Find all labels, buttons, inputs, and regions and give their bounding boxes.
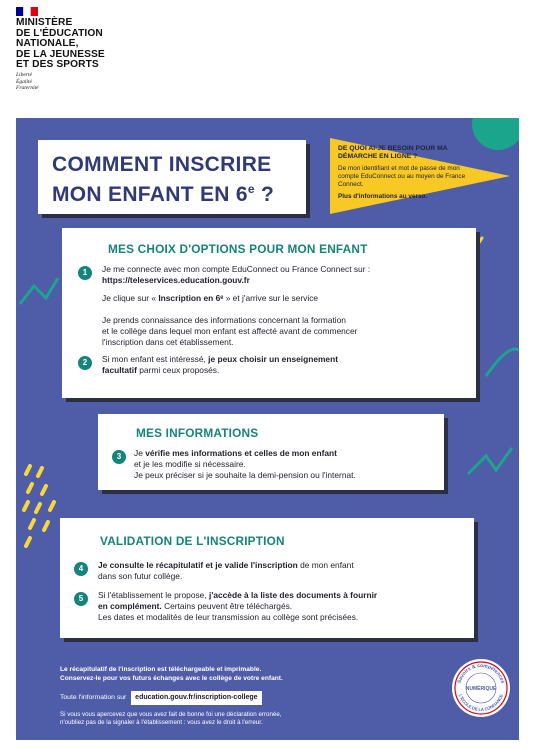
note-more-info: Plus d'informations au verso. bbox=[338, 193, 428, 200]
error-right-note bbox=[60, 711, 282, 727]
seal-middle-text: NUMÉRIQUE bbox=[465, 686, 497, 692]
step-4-post: de mon enfant bbox=[297, 560, 354, 570]
ministry-line: MINISTÈRE bbox=[16, 17, 73, 28]
teleservices-link[interactable] bbox=[102, 275, 468, 286]
info-line: et le collège dans lequel mon enfant est affecté avant de commencer bbox=[102, 326, 358, 336]
info-line: l'inscription dans cet établissement. bbox=[102, 337, 234, 347]
step-2-pre: Si mon enfant est intéressé, bbox=[102, 354, 209, 364]
step-2-bold: je peux choisir un enseignement bbox=[208, 354, 338, 364]
step-1-text bbox=[102, 264, 468, 286]
step-3-bold: vérifie mes informations et celles de mon enfant bbox=[145, 448, 337, 458]
motto-line: Fraternité bbox=[16, 85, 39, 91]
info-label: Toute l'information sur bbox=[60, 694, 127, 701]
title-line-2 bbox=[52, 177, 274, 207]
step-5-pre: Si l'établissement le propose, bbox=[98, 590, 209, 600]
click-pre: Je clique sur « bbox=[102, 293, 159, 303]
options-title: MES CHOIX D'OPTIONS POUR MON ENFANT bbox=[108, 242, 368, 256]
click-bold: Inscription en 6ᵉ bbox=[158, 293, 224, 303]
options-card bbox=[62, 228, 476, 398]
republic-motto bbox=[16, 72, 39, 92]
step-1-click-text bbox=[102, 293, 468, 304]
info-line: Je prends connaissance des informations concernant la formation bbox=[102, 315, 346, 325]
information-title: MES INFORMATIONS bbox=[136, 426, 259, 440]
validation-card bbox=[60, 518, 474, 638]
title-line-2-text: MON ENFANT EN 6 bbox=[52, 183, 248, 206]
seal-top-text: Savoirs & compétences bbox=[456, 662, 506, 685]
motto-line: Liberté bbox=[16, 72, 32, 78]
warning-line: Si vous vous apercevez que vous avez fait de bonne foi une déclaration erronée, bbox=[60, 711, 282, 718]
step-5-line-1 bbox=[98, 590, 468, 601]
ministry-line: DE LA JEUNESSE bbox=[16, 48, 105, 60]
ministry-header bbox=[0, 0, 535, 118]
inscription-college-link[interactable]: education.gouv.fr/inscription-college bbox=[131, 691, 261, 705]
step-2-post: parmi ceux proposés. bbox=[136, 365, 220, 375]
note-question: DE QUOI AI-JE BESOIN POUR MA DÉMARCHE EN LIGNE ? bbox=[338, 145, 448, 160]
step-4-line-1 bbox=[98, 560, 468, 571]
step-2-text bbox=[102, 354, 468, 376]
step-1-connect-text: Je me connecte avec mon compte EduConnect ou France Connect sur : bbox=[102, 264, 371, 274]
motto-line: Égalité bbox=[16, 78, 32, 85]
step-3-line-3: Je peux préciser si je souhaite la demi-pension ou l'internat. bbox=[134, 470, 356, 480]
info-line bbox=[60, 691, 262, 705]
step-4-text bbox=[98, 560, 468, 582]
ministry-line: ET DES SPORTS bbox=[16, 59, 99, 70]
step-badge-1: 1 bbox=[78, 266, 92, 280]
information-card bbox=[98, 414, 444, 490]
step-5-line-3: Les dates et modalités de leur transmission au collège sont précisées. bbox=[98, 612, 359, 622]
warning-line: n'oubliez pas de la signaler à l'établissement : vous avez le droit à l'erreur. bbox=[60, 719, 263, 726]
step-3-text bbox=[134, 448, 438, 481]
step-5-text bbox=[98, 590, 468, 623]
recap-line: Conservez-le pour vos futurs échanges avec le collège de votre enfant. bbox=[60, 674, 283, 682]
french-flag-logo bbox=[16, 7, 38, 16]
step-4-line-2: dans son futur collège. bbox=[98, 571, 183, 581]
step-2-line-2 bbox=[102, 365, 468, 376]
poster bbox=[16, 118, 519, 740]
step-5-bold: j'accède à la liste des documents à fournir bbox=[209, 590, 378, 600]
validation-title: VALIDATION DE L'INSCRIPTION bbox=[100, 534, 285, 548]
page-title bbox=[52, 152, 274, 207]
title-card bbox=[38, 140, 306, 214]
requirements-note bbox=[338, 145, 476, 201]
ministry-name bbox=[16, 18, 136, 71]
ecole-confiance-seal bbox=[451, 658, 511, 718]
note-answer: De mon identifiant et mot de passe de mon compte EduConnect ou au moyen de France Connect. bbox=[338, 165, 466, 188]
step-1-click-line bbox=[102, 293, 468, 304]
step-badge-4: 4 bbox=[74, 562, 88, 576]
recap-line: Le récapitulatif de l'inscription est téléchargeable et imprimable. bbox=[60, 666, 262, 673]
step-5-bold-2: en complément. bbox=[98, 601, 162, 611]
teleservices-link-text: https://teleservices.education.gouv.fr bbox=[102, 275, 250, 285]
step-3-pre: Je bbox=[134, 448, 146, 458]
title-superscript: e bbox=[247, 182, 255, 196]
title-question-mark: ? bbox=[254, 183, 275, 206]
click-post: » et j'arrive sur le service bbox=[223, 293, 319, 303]
ministry-line: NATIONALE, bbox=[16, 38, 79, 49]
title-line-1: COMMENT INSCRIRE bbox=[52, 153, 272, 176]
ministry-line: DE L'ÉDUCATION bbox=[16, 27, 103, 39]
seal-bottom-text: L'ÉCOLE DE LA CONFIANCE bbox=[458, 693, 504, 713]
step-1-info-text bbox=[102, 315, 468, 348]
step-3-line-2: et je les modifie si nécessaire. bbox=[134, 459, 246, 469]
recap-note bbox=[60, 666, 283, 683]
step-badge-2: 2 bbox=[78, 356, 92, 370]
step-4-bold: Je consulte le récapitulatif et je valide l'inscription bbox=[98, 560, 298, 570]
step-5-post: Certains peuvent être téléchargés. bbox=[161, 601, 293, 611]
step-2-line-1 bbox=[102, 354, 468, 365]
step-badge-3: 3 bbox=[112, 450, 126, 464]
step-5-line-2 bbox=[98, 601, 468, 612]
step-2-bold-2: facultatif bbox=[102, 365, 137, 375]
step-badge-5: 5 bbox=[74, 592, 88, 606]
step-3-line-1 bbox=[134, 448, 438, 459]
